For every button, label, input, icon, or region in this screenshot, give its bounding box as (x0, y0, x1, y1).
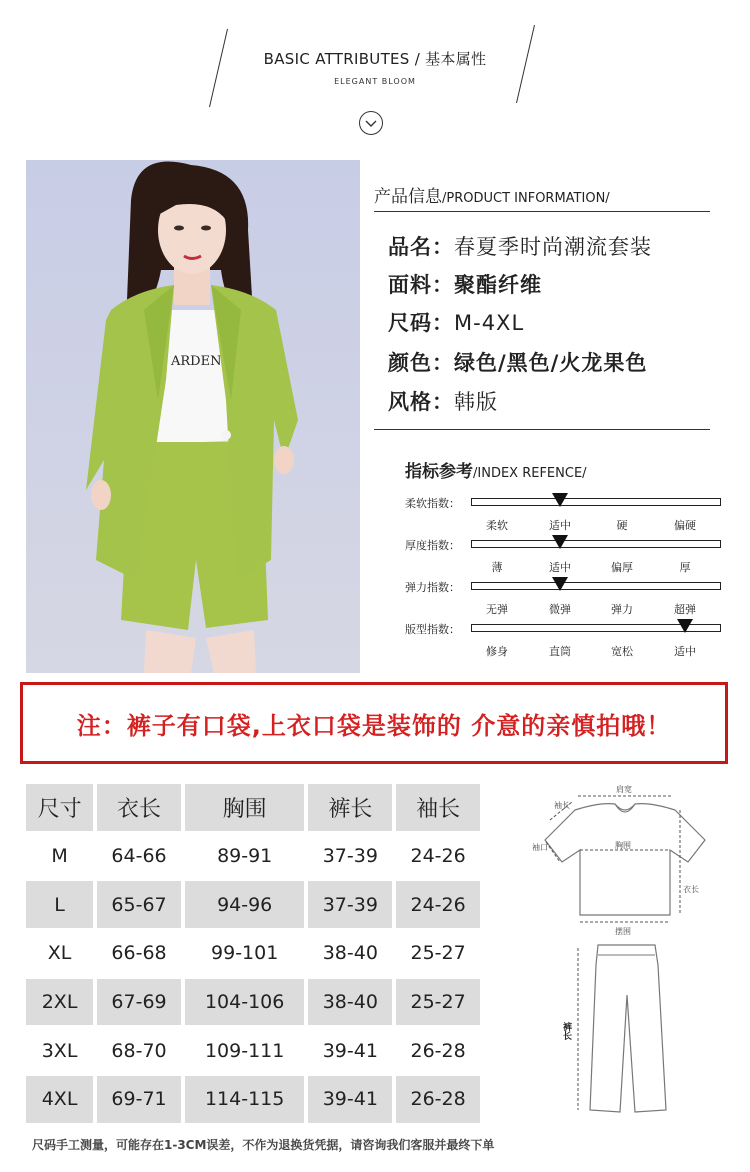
index-marker (552, 535, 568, 549)
index-option: 偏硬 (674, 519, 696, 532)
size-table-cell: 26-28 (396, 1027, 484, 1076)
size-table-size-cell: XL (26, 930, 97, 979)
size-table-cell: 67-69 (97, 979, 185, 1028)
notice-box (20, 682, 728, 764)
size-table-cell: 37-39 (308, 833, 396, 882)
size-table-header: 胸围 (185, 784, 309, 833)
size-table-cell: 25-27 (396, 979, 484, 1028)
index-option: 适中 (549, 561, 571, 574)
product-info-value: 春夏季时尚潮流套装 (454, 235, 652, 259)
product-info-value: M-4XL (454, 311, 525, 335)
product-info-value: 韩版 (454, 390, 498, 414)
size-table-cell: 38-40 (308, 930, 396, 979)
size-table-cell: 65-67 (97, 881, 185, 930)
size-table-row (26, 930, 484, 979)
product-info-key: 面料： (388, 273, 454, 297)
index-option: 厚 (679, 561, 691, 574)
index-option: 修身 (486, 645, 508, 658)
size-table-header: 尺寸 (26, 784, 97, 833)
index-label: 厚度指数： (405, 539, 460, 552)
size-table (26, 784, 484, 1125)
index-option: 无弹 (486, 603, 508, 616)
size-table-row (26, 1076, 484, 1125)
size-diagram-svg (520, 780, 720, 1130)
index-label: 柔软指数： (405, 497, 460, 510)
index-heading-en: /INDEX REFENCE/ (473, 466, 587, 481)
index-marker (552, 577, 568, 591)
product-info-key: 品名： (388, 235, 454, 259)
product-info-value: 绿色/黑色/火龙果色 (454, 351, 648, 375)
size-table-size-cell: 4XL (26, 1076, 97, 1125)
size-table-size-cell: M (26, 833, 97, 882)
size-table-header: 裤长 (308, 784, 396, 833)
diagram-label-cuff: 袖口 (532, 843, 548, 852)
index-option: 弹力 (611, 603, 633, 616)
product-info-rule-top (374, 211, 710, 212)
index-option: 宽松 (611, 645, 633, 658)
index-option: 偏厚 (611, 561, 633, 574)
size-table-cell: 104-106 (185, 979, 309, 1028)
size-table-size-cell: L (26, 881, 97, 930)
index-option: 适中 (549, 519, 571, 532)
size-table-size-cell: 3XL (26, 1027, 97, 1076)
size-table-cell: 25-27 (396, 930, 484, 979)
size-table-cell: 94-96 (185, 881, 309, 930)
product-info-rule-bottom (374, 429, 710, 430)
size-table-cell: 64-66 (97, 833, 185, 882)
size-table-cell: 66-68 (97, 930, 185, 979)
size-table-cell: 37-39 (308, 881, 396, 930)
index-option: 适中 (674, 645, 696, 658)
size-table-cell: 69-71 (97, 1076, 185, 1125)
index-option: 柔软 (486, 519, 508, 532)
size-table-cell: 38-40 (308, 979, 396, 1028)
diagram-label-chest: 胸围 (615, 841, 631, 850)
chevron-down-circle-icon (359, 111, 383, 135)
product-info-row (388, 231, 652, 261)
size-table-header: 衣长 (97, 784, 185, 833)
size-table-header-row (26, 784, 484, 833)
index-bar (471, 498, 721, 506)
index-option: 薄 (491, 561, 503, 574)
size-table-body (26, 833, 484, 1125)
index-option: 硬 (616, 519, 628, 532)
product-info-row (388, 269, 542, 299)
size-table-size-cell: 2XL (26, 979, 97, 1028)
size-table-cell: 89-91 (185, 833, 309, 882)
index-option: 微弹 (549, 603, 571, 616)
product-info-key: 颜色： (388, 351, 454, 375)
size-table-cell: 39-41 (308, 1027, 396, 1076)
size-table-row (26, 881, 484, 930)
product-photo (26, 160, 360, 673)
size-table-cell: 114-115 (185, 1076, 309, 1125)
size-table-header: 袖长 (396, 784, 484, 833)
diagram-label-length: 衣长 (683, 885, 699, 894)
footer-note: 尺码手工测量，可能存在1-3CM误差，不作为退换货凭据，请咨询我们客服并最终下单 (32, 1138, 495, 1152)
index-label: 版型指数： (405, 623, 460, 636)
size-table-cell: 24-26 (396, 833, 484, 882)
size-table-row (26, 1027, 484, 1076)
index-heading-zh: 指标参考 (405, 462, 473, 482)
product-info-heading-en: /PRODUCT INFORMATION/ (442, 191, 610, 206)
diagram-label-sleeve: 袖长 (554, 801, 570, 810)
size-table-row (26, 833, 484, 882)
product-info-key: 尺码： (388, 311, 454, 335)
product-info-heading (374, 182, 610, 207)
index-bar (471, 582, 721, 590)
index-option: 超弹 (674, 603, 696, 616)
product-info-row (388, 386, 498, 416)
size-diagram (520, 780, 720, 1130)
product-info-heading-zh: 产品信息 (374, 187, 442, 207)
size-table-cell: 109-111 (185, 1027, 309, 1076)
product-info-value: 聚酯纤维 (454, 273, 542, 297)
index-bar (471, 540, 721, 548)
index-label: 弹力指数： (405, 581, 460, 594)
size-table-cell: 24-26 (396, 881, 484, 930)
section-title: BASIC ATTRIBUTES / 基本属性 (263, 50, 487, 68)
notice-text: 注：裤子有口袋,上衣口袋是装饰的 介意的亲慎拍哦！ (76, 711, 672, 740)
diagram-label-hem: 摆围 (615, 927, 631, 936)
product-info-row (388, 347, 647, 377)
section-subtitle: ELEGANT BLOOM (334, 77, 416, 86)
size-table-row (26, 979, 484, 1028)
diagram-label-pants-length: 裤长 (561, 1022, 571, 1040)
product-info-key: 风格： (388, 390, 454, 414)
index-marker (677, 619, 693, 633)
shirt-print-text: ARDEN (171, 354, 222, 369)
size-table-cell: 26-28 (396, 1076, 484, 1125)
index-option: 直筒 (549, 645, 571, 658)
index-heading (405, 457, 587, 482)
size-table-cell: 99-101 (185, 930, 309, 979)
size-table-cell: 39-41 (308, 1076, 396, 1125)
product-info-row (388, 307, 524, 337)
size-table-cell: 68-70 (97, 1027, 185, 1076)
diagram-label-shoulder: 肩宽 (616, 785, 632, 794)
index-marker (552, 493, 568, 507)
